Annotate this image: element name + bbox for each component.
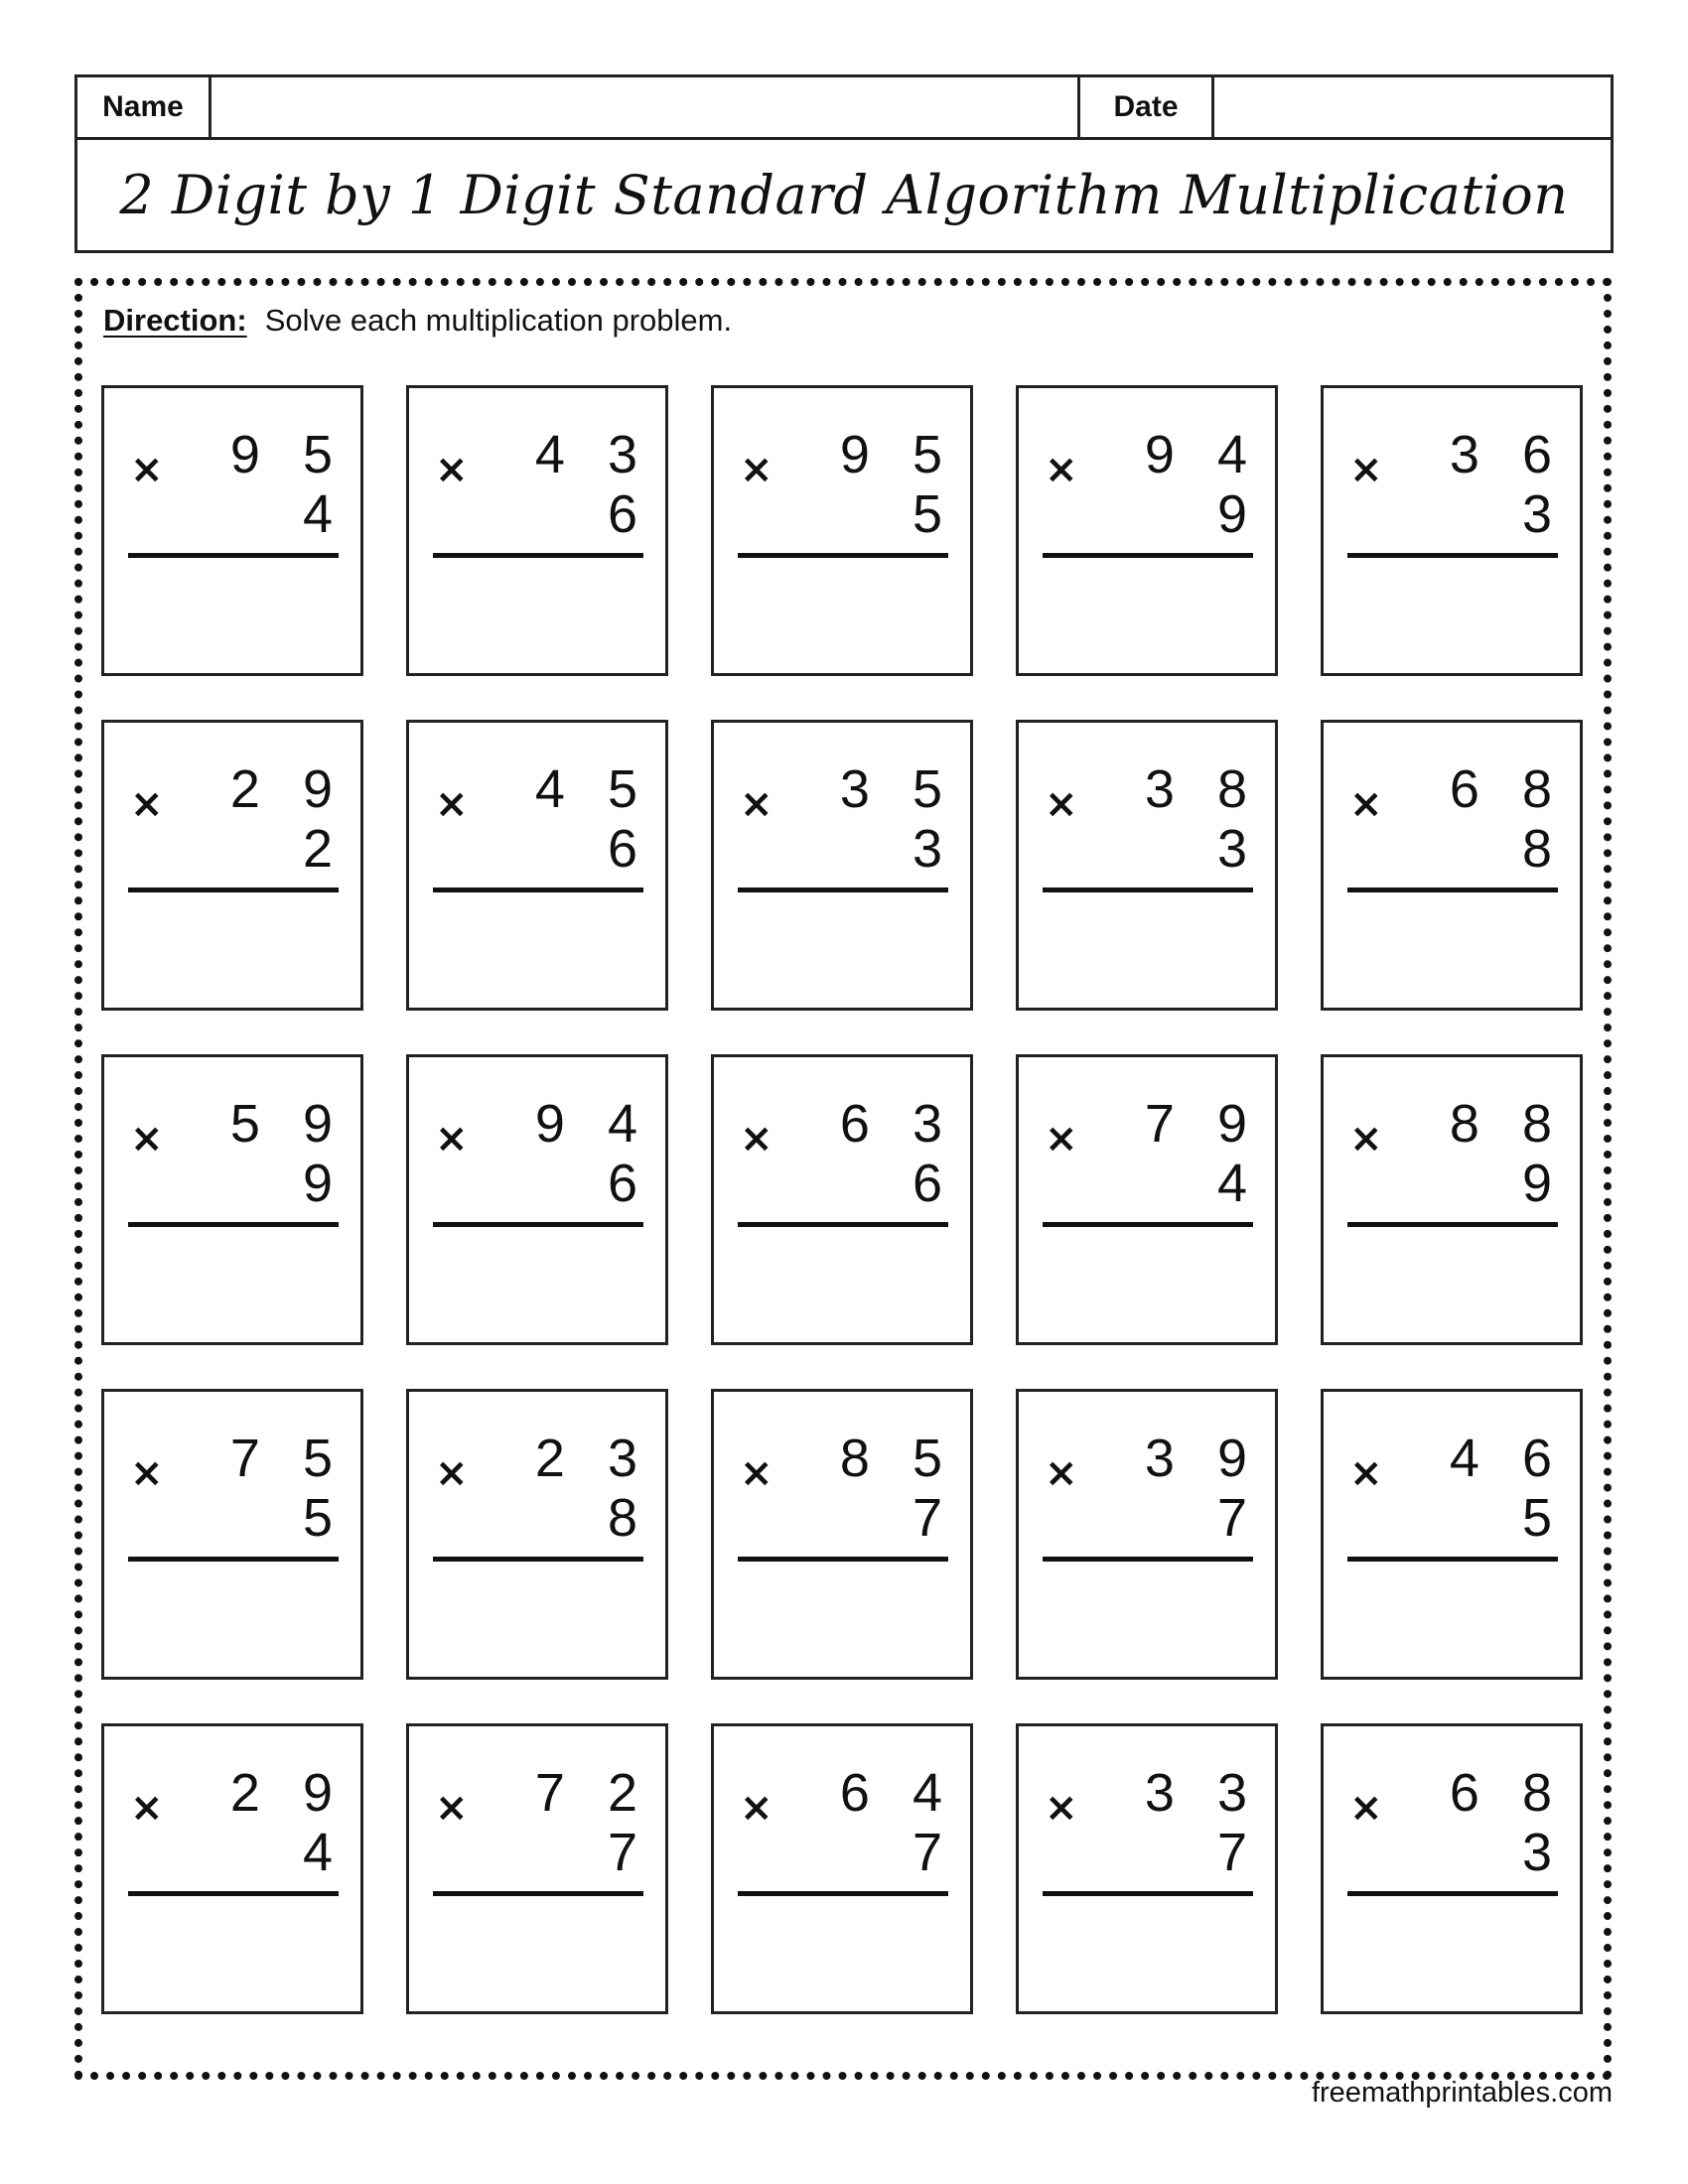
multiply-sign: × — [740, 781, 774, 827]
multiplier: 9 — [1216, 484, 1261, 544]
problem-grid — [101, 385, 1584, 2014]
multiplier: 3 — [912, 819, 956, 879]
answer-line — [1043, 553, 1253, 558]
multiplicand: 8 8 — [1449, 1094, 1566, 1154]
multiplier: 8 — [1521, 819, 1566, 879]
multiplier: 7 — [912, 1488, 956, 1548]
problem-card[interactable] — [711, 1389, 973, 1680]
multiply-sign: × — [130, 447, 164, 492]
answer-line — [1347, 553, 1558, 558]
multiplier: 3 — [1216, 819, 1261, 879]
problem-card[interactable] — [711, 1723, 973, 2014]
multiplicand: 9 4 — [534, 1094, 651, 1154]
direction-label: Direction: — [103, 303, 247, 338]
multiplier: 8 — [607, 1488, 651, 1548]
multiplicand: 6 8 — [1449, 1763, 1566, 1823]
direction-text: Solve each multiplication problem. — [264, 303, 733, 338]
problem-card[interactable] — [1321, 1389, 1583, 1680]
answer-line — [1043, 1557, 1253, 1562]
multiplicand: 9 4 — [1144, 425, 1261, 484]
problem-card[interactable] — [1321, 1723, 1583, 2014]
multiply-sign: × — [1349, 1116, 1383, 1161]
problem-card[interactable] — [406, 1054, 668, 1345]
problem-card[interactable] — [406, 1723, 668, 2014]
problem-card[interactable] — [406, 1389, 668, 1680]
answer-line — [1043, 887, 1253, 892]
name-field[interactable] — [211, 77, 1080, 137]
direction-line — [103, 303, 732, 339]
multiplier: 4 — [302, 1823, 347, 1882]
multiply-sign: × — [740, 447, 774, 492]
multiplicand: 5 9 — [229, 1094, 347, 1154]
multiply-sign: × — [740, 1116, 774, 1161]
multiplicand: 6 8 — [1449, 759, 1566, 819]
multiplier: 5 — [912, 484, 956, 544]
problem-card[interactable] — [406, 720, 668, 1011]
multiplicand: 3 3 — [1144, 1763, 1261, 1823]
multiplier: 7 — [912, 1823, 956, 1882]
multiplier: 3 — [1521, 484, 1566, 544]
name-date-row — [77, 77, 1611, 140]
multiply-sign: × — [740, 1785, 774, 1831]
problem-card[interactable] — [1321, 385, 1583, 676]
multiplicand: 4 5 — [534, 759, 651, 819]
problem-card[interactable] — [1016, 385, 1278, 676]
multiplicand: 9 5 — [839, 425, 956, 484]
date-label: Date — [1080, 77, 1214, 137]
multiplicand: 6 4 — [839, 1763, 956, 1823]
answer-line — [128, 887, 339, 892]
multiply-sign: × — [435, 1116, 469, 1161]
answer-line — [433, 553, 643, 558]
answer-line — [738, 1222, 948, 1227]
answer-line — [1043, 1222, 1253, 1227]
answer-line — [1347, 1222, 1558, 1227]
problem-card[interactable] — [101, 1054, 363, 1345]
multiply-sign: × — [1045, 1116, 1078, 1161]
multiplicand: 3 6 — [1449, 425, 1566, 484]
multiplicand: 2 9 — [229, 759, 347, 819]
multiplicand: 3 8 — [1144, 759, 1261, 819]
multiply-sign: × — [1349, 1450, 1383, 1496]
problem-card[interactable] — [711, 720, 973, 1011]
answer-line — [128, 1222, 339, 1227]
multiplier: 9 — [1521, 1154, 1566, 1213]
multiplicand: 2 9 — [229, 1763, 347, 1823]
multiplier: 2 — [302, 819, 347, 879]
answer-line — [738, 1557, 948, 1562]
multiply-sign: × — [1045, 1450, 1078, 1496]
multiplier: 7 — [607, 1823, 651, 1882]
multiplier: 4 — [1216, 1154, 1261, 1213]
answer-line — [128, 1891, 339, 1896]
multiplier: 6 — [607, 484, 651, 544]
answer-line — [433, 887, 643, 892]
problem-card[interactable] — [1016, 720, 1278, 1011]
multiplier: 7 — [1216, 1488, 1261, 1548]
answer-line — [738, 1891, 948, 1896]
multiplier: 9 — [302, 1154, 347, 1213]
multiply-sign: × — [435, 1450, 469, 1496]
date-field[interactable] — [1214, 77, 1611, 137]
multiplicand: 4 3 — [534, 425, 651, 484]
name-label: Name — [77, 77, 211, 137]
problem-card[interactable] — [1016, 1723, 1278, 2014]
multiplicand: 3 5 — [839, 759, 956, 819]
answer-line — [1347, 1891, 1558, 1896]
worksheet-title: 2 Digit by 1 Digit Standard Algorithm Multiplication — [119, 164, 1569, 226]
problem-card[interactable] — [101, 1389, 363, 1680]
problem-card[interactable] — [1016, 1054, 1278, 1345]
problem-card[interactable] — [711, 385, 973, 676]
worksheet-header — [74, 74, 1614, 253]
multiply-sign: × — [1349, 447, 1383, 492]
multiplier: 5 — [1521, 1488, 1566, 1548]
multiplicand: 7 9 — [1144, 1094, 1261, 1154]
problem-card[interactable] — [1321, 1054, 1583, 1345]
multiply-sign: × — [130, 781, 164, 827]
multiplier: 7 — [1216, 1823, 1261, 1882]
multiplier: 4 — [302, 484, 347, 544]
answer-line — [738, 887, 948, 892]
problem-card[interactable] — [711, 1054, 973, 1345]
multiplier: 5 — [302, 1488, 347, 1548]
multiply-sign: × — [130, 1785, 164, 1831]
site-credit: freemathprintables.com — [1311, 2077, 1613, 2109]
multiply-sign: × — [1045, 1785, 1078, 1831]
multiply-sign: × — [740, 1450, 774, 1496]
multiply-sign: × — [435, 781, 469, 827]
multiply-sign: × — [130, 1116, 164, 1161]
answer-line — [433, 1557, 643, 1562]
answer-line — [1347, 887, 1558, 892]
multiplier: 6 — [912, 1154, 956, 1213]
multiply-sign: × — [1349, 1785, 1383, 1831]
problem-card[interactable] — [1321, 720, 1583, 1011]
answer-line — [128, 553, 339, 558]
answer-line — [738, 553, 948, 558]
multiply-sign: × — [435, 447, 469, 492]
multiply-sign: × — [1045, 781, 1078, 827]
answer-line — [433, 1891, 643, 1896]
multiplier: 3 — [1521, 1823, 1566, 1882]
multiply-sign: × — [1349, 781, 1383, 827]
multiply-sign: × — [130, 1450, 164, 1496]
multiplicand: 7 5 — [229, 1429, 347, 1488]
problem-card[interactable] — [101, 385, 363, 676]
problem-card[interactable] — [1016, 1389, 1278, 1680]
multiplicand: 7 2 — [534, 1763, 651, 1823]
answer-line — [1347, 1557, 1558, 1562]
multiplier: 6 — [607, 1154, 651, 1213]
multiplicand: 2 3 — [534, 1429, 651, 1488]
multiply-sign: × — [435, 1785, 469, 1831]
multiply-sign: × — [1045, 447, 1078, 492]
multiplicand: 4 6 — [1449, 1429, 1566, 1488]
problem-card[interactable] — [406, 385, 668, 676]
problem-card[interactable] — [101, 720, 363, 1011]
multiplicand: 8 5 — [839, 1429, 956, 1488]
multiplicand: 9 5 — [229, 425, 347, 484]
answer-line — [1043, 1891, 1253, 1896]
multiplicand: 3 9 — [1144, 1429, 1261, 1488]
answer-line — [128, 1557, 339, 1562]
problem-card[interactable] — [101, 1723, 363, 2014]
answer-line — [433, 1222, 643, 1227]
multiplier: 6 — [607, 819, 651, 879]
multiplicand: 6 3 — [839, 1094, 956, 1154]
